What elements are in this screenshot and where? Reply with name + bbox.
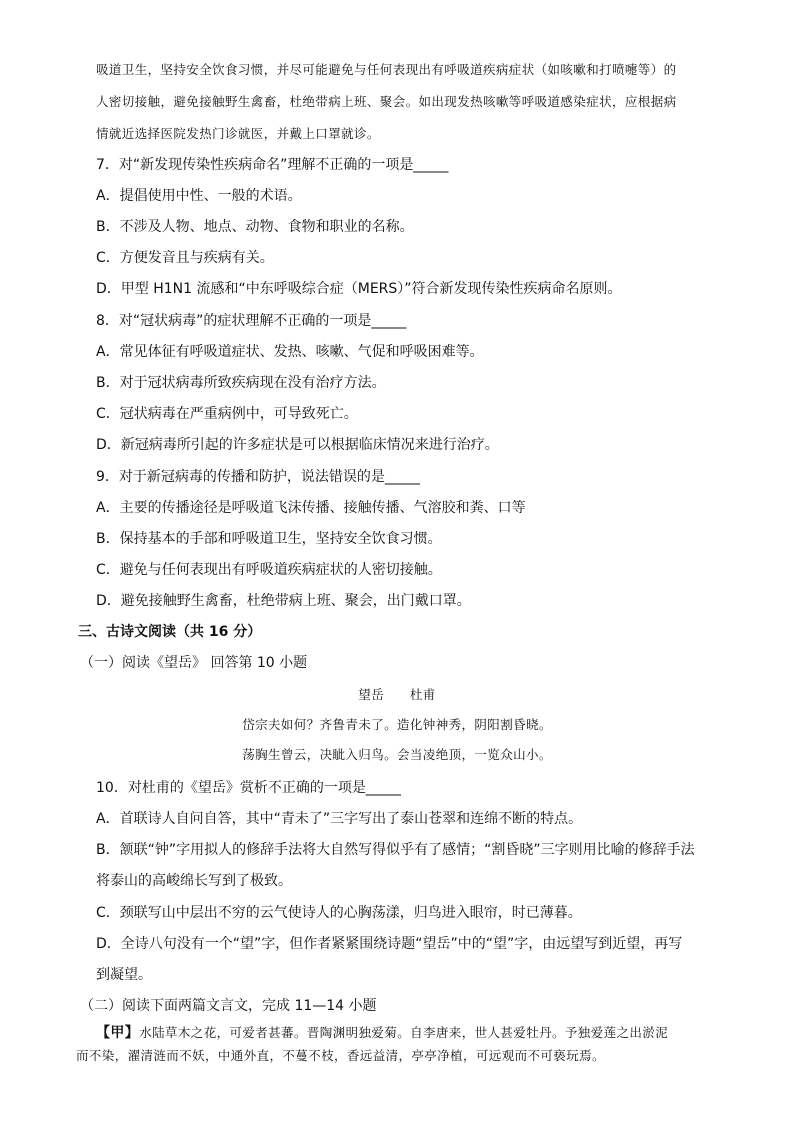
- q9-option-b: B．保持基本的手部和呼吸道卫生，坚持安全饮食习惯。: [96, 531, 442, 547]
- intro-line-3: 情就近选择医院发热门诊就医，并戴上口罩就诊。: [96, 126, 380, 141]
- poem-title: 望岳 杜甫: [358, 687, 436, 702]
- intro-line-1: 吸道卫生，坚持安全饮食习惯，并尽可能避免与任何表现出有呼吸道疾病症状（如咳嗽和打喷嚏等）的: [96, 62, 677, 77]
- section-3-heading: 三、古诗文阅读（共 16 分）: [78, 624, 262, 640]
- poem-line-1: 岱宗夫如何？齐鲁青未了。造化钟神秀，阴阳割昏晓。: [242, 717, 552, 732]
- q7-option-d: D．甲型 H1N1 流感和“中东呼吸综合症（MERS）”符合新发现传染性疾病命名原则。: [96, 281, 622, 297]
- q8-option-a: A．常见体征有呼吸道症状、发热、咳嗽、气促和呼吸困难等。: [96, 344, 484, 360]
- q10-option-d-line-2: 到凝望。: [96, 967, 152, 983]
- section-3-part-1: （一）阅读《望岳》 回答第 10 小题: [80, 655, 308, 671]
- passage-jia-label: 【甲】: [96, 1025, 140, 1041]
- q8-option-c: C．冠状病毒在严重病例中，可导致死亡。: [96, 406, 358, 422]
- q9-option-d: D．避免接触野生禽畜，杜绝带病上班、聚会，出门戴口罩。: [96, 593, 471, 609]
- q9-option-a: A．主要的传播途径是呼吸道飞沫传播、接触传播、气溶胶和粪、口等: [96, 500, 526, 516]
- q7-stem: 7．对“新发现传染性疾病命名”理解不正确的一项是_____: [96, 157, 449, 173]
- q8-option-d: D．新冠病毒所引起的许多症状是可以根据临床情况来进行治疗。: [96, 437, 499, 453]
- q10-option-a: A．首联诗人自问自答，其中“青未了”三字写出了泰山苍翠和连绵不断的特点。: [96, 811, 583, 827]
- q10-option-c: C．颈联写山中层出不穷的云气使诗人的心胸荡漾，归鸟进入眼帘，时已薄暮。: [96, 905, 582, 921]
- q9-option-c: C．避免与任何表现出有呼吸道疾病症状的人密切接触。: [96, 562, 442, 578]
- q10-stem: 10．对杜甫的《望岳》赏析不正确的一项是_____: [96, 780, 401, 796]
- q10-option-d-line-1: D．全诗八句没有一个“望”字，但作者紧紧围绕诗题“望岳”中的“望”字，由远望写到近望，再写: [96, 936, 683, 952]
- poem-line-2: 荡胸生曾云，决眦入归鸟。会当凌绝顶，一览众山小。: [242, 747, 552, 762]
- passage-jia-line-2: 而不染，濯清涟而不妖，中通外直，不蔓不枝，香远益清，亭亭净植，可远观而不可亵玩焉。: [76, 1048, 605, 1063]
- intro-line-2: 人密切接触，避免接触野生禽畜，杜绝带病上班、聚会。如出现发热咳嗽等呼吸道感染症状，应根据病: [96, 94, 677, 109]
- q9-stem: 9．对于新冠病毒的传播和防护，说法错误的是_____: [96, 469, 420, 485]
- q7-option-b: B．不涉及人物、地点、动物、食物和职业的名称。: [96, 219, 414, 235]
- q8-stem: 8．对“冠状病毒”的症状理解不正确的一项是_____: [96, 313, 407, 329]
- part-2-heading: （二）阅读下面两篇文言文，完成 11—14 小题: [80, 998, 377, 1014]
- q8-option-b: B．对于冠状病毒所致疾病现在没有治疗方法。: [96, 375, 386, 391]
- q7-option-c: C．方便发音且与疾病有关。: [96, 250, 274, 266]
- q10-option-b-line-2: 将泰山的高峻绵长写到了极致。: [96, 873, 292, 889]
- q7-option-a: A．提倡使用中性、一般的术语。: [96, 188, 302, 204]
- passage-jia-line-1: [96, 1023, 668, 1043]
- q10-option-b-line-1: B．颔联“钟”字用拟人的修辞手法将大自然写得似乎有了感情；“割昏晓”三字则用比喻的修辞手法: [96, 842, 695, 858]
- passage-jia-text-1: 水陆草木之花，可爱者甚蕃。晋陶渊明独爱菊。自李唐来，世人甚爱牡丹。予独爱莲之出淤泥: [139, 1025, 669, 1040]
